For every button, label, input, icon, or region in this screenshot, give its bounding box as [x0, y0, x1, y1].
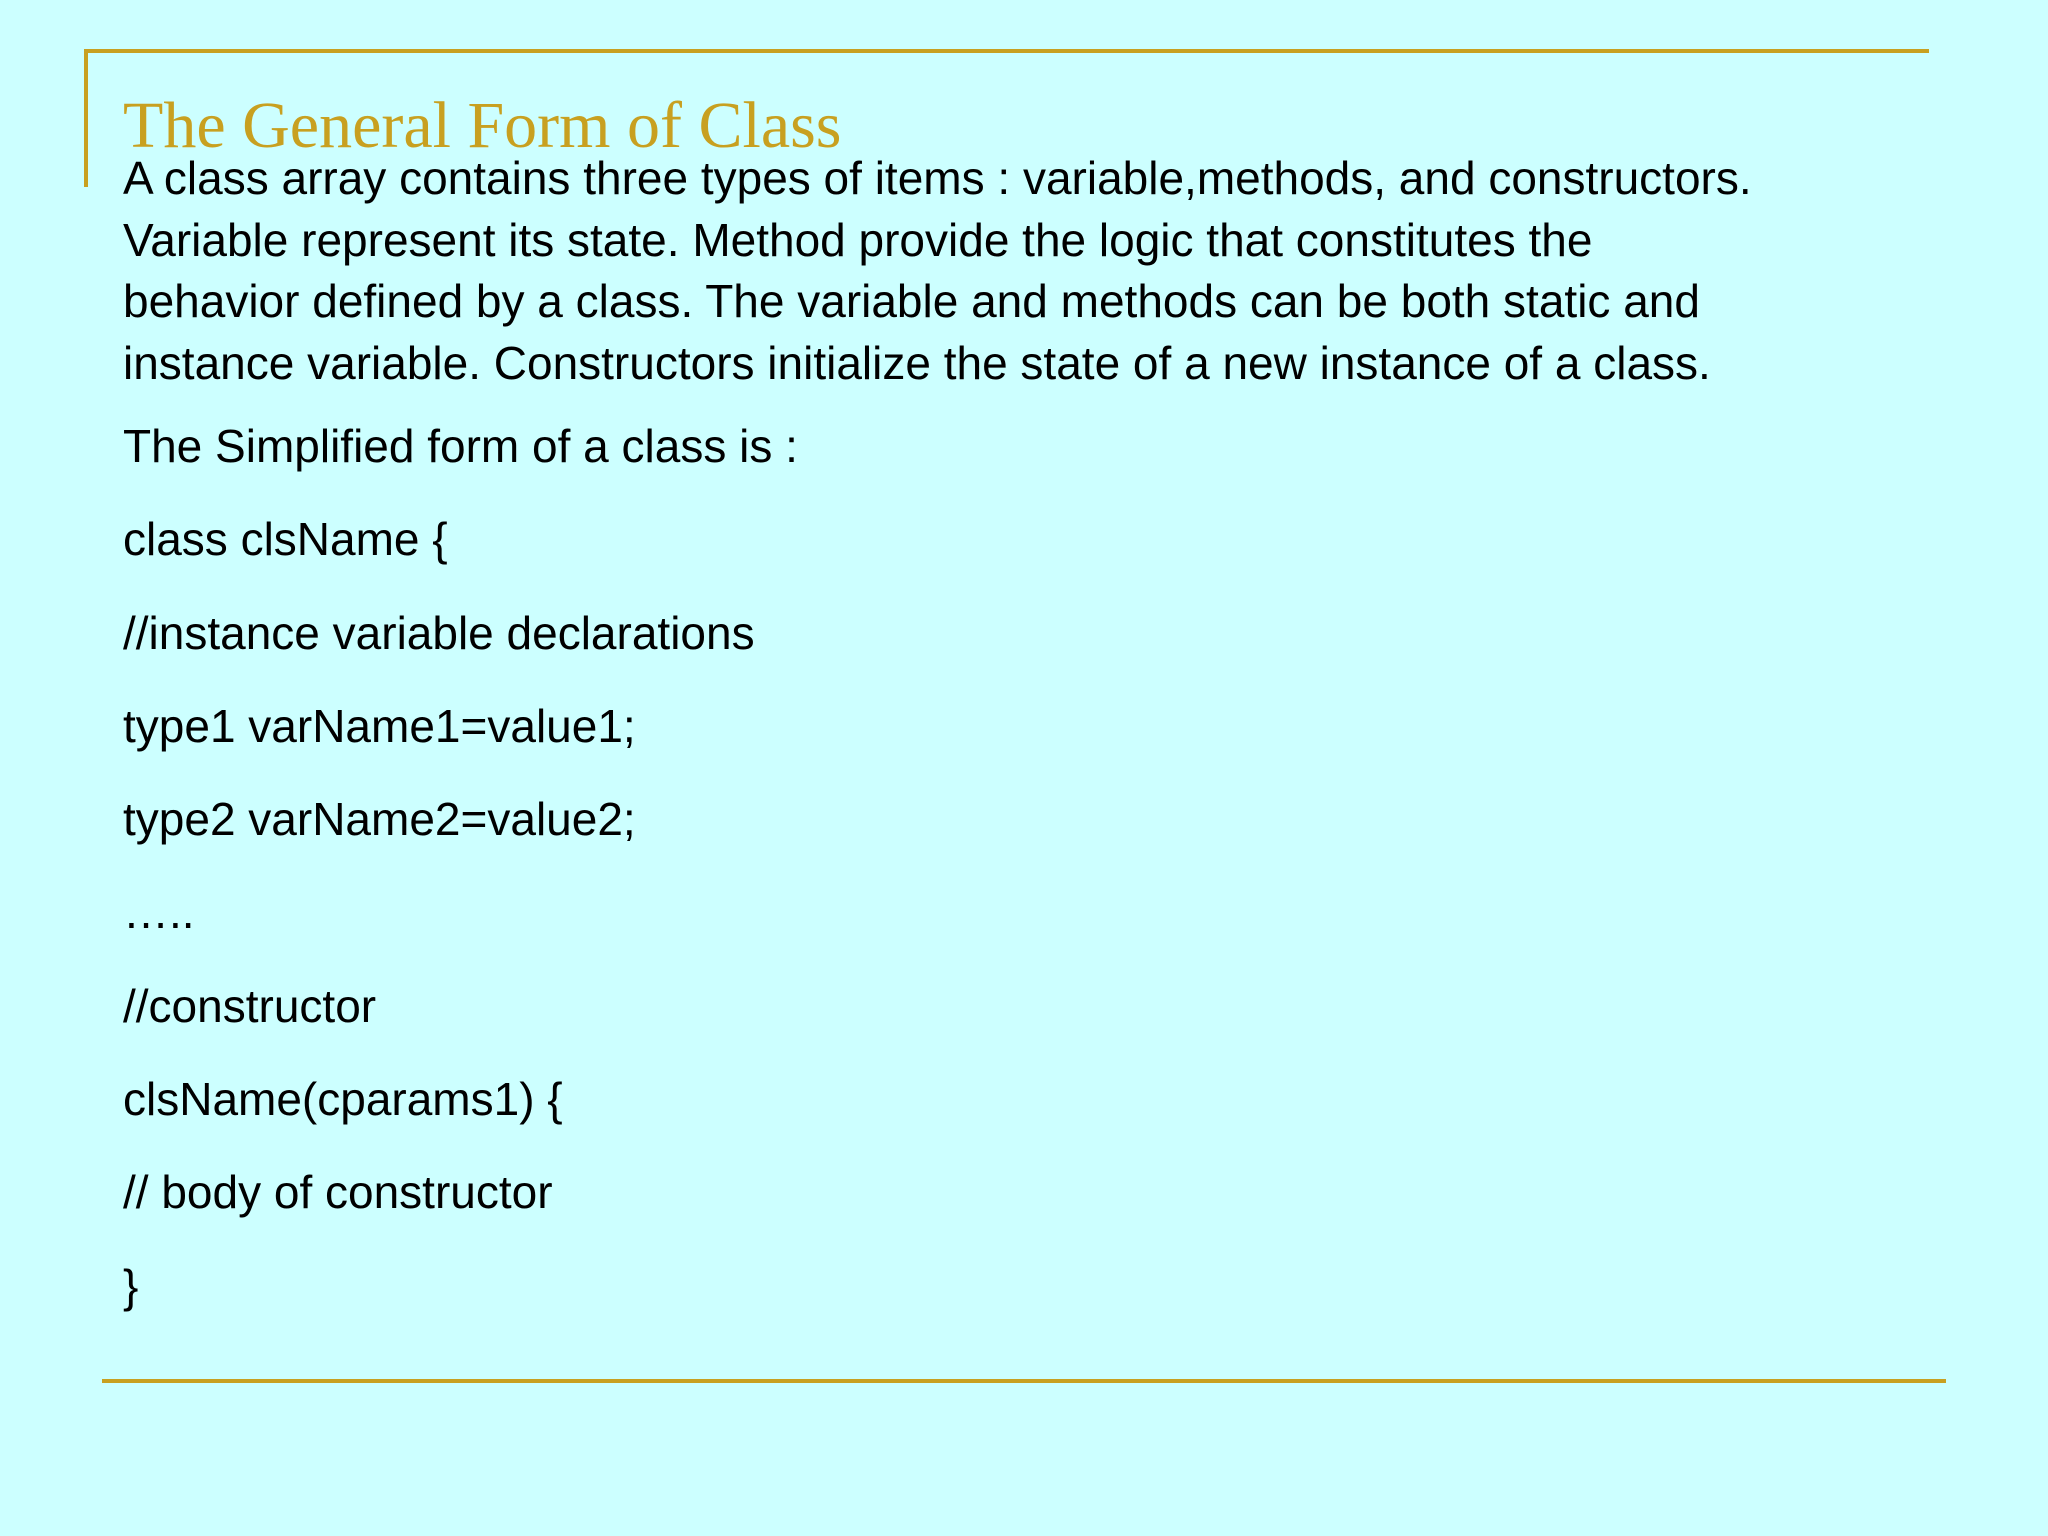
intro-line: A class array contains three types of items : variable,methods, and constructors. [123, 152, 1752, 204]
left-rule [84, 49, 88, 187]
intro-line: instance variable. Constructors initialize the state of a new instance of a class. [123, 336, 1711, 389]
code-line-var2: type2 varName2=value2; [123, 793, 636, 846]
code-line-constructor-signature: clsName(cparams1) { [123, 1073, 563, 1126]
code-line-comment-body: // body of constructor [123, 1166, 553, 1219]
simplified-form-heading: The Simplified form of a class is : [123, 420, 798, 472]
intro-line: behavior defined by a class. The variable and methods can be both static and [123, 275, 1700, 327]
slide-title: The General Form of Class [123, 89, 842, 162]
bottom-rule [102, 1379, 1946, 1383]
top-rule [84, 49, 1929, 53]
code-line-ellipsis: ….. [123, 886, 195, 939]
code-line-closing-brace: } [123, 1259, 139, 1312]
code-line-comment-instance-vars: //instance variable declarations [123, 606, 755, 659]
code-line-class-declaration: class clsName { [123, 513, 448, 566]
code-line-var1: type1 varName1=value1; [123, 699, 636, 752]
code-line-comment-constructor: //constructor [123, 979, 377, 1032]
intro-line: Variable represent its state. Method provide the logic that constitutes the [123, 213, 1593, 266]
intro-paragraph [123, 148, 1953, 394]
slide-body [123, 148, 1953, 1349]
